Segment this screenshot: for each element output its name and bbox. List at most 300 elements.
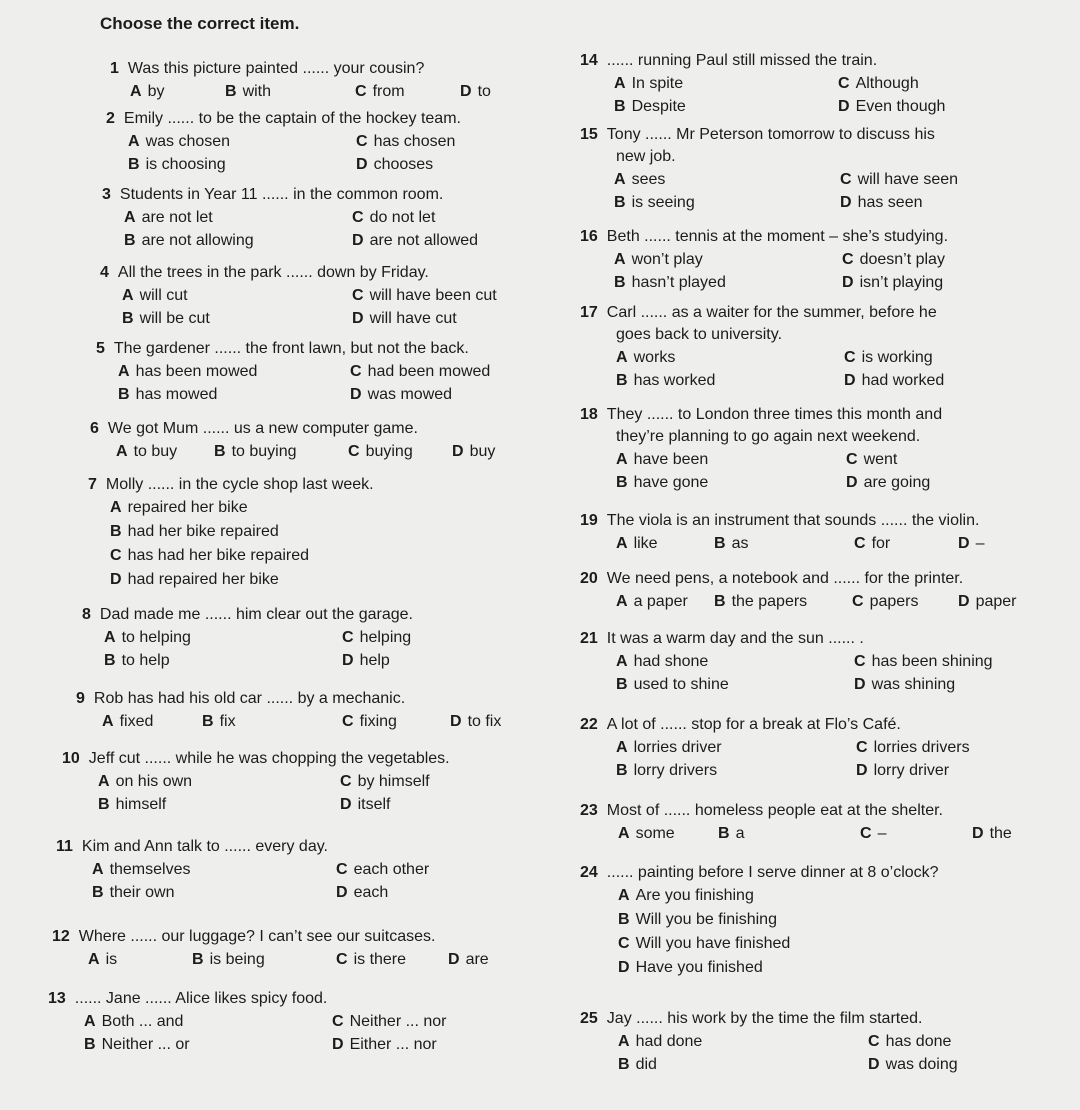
option-text: lorries driver xyxy=(633,739,722,756)
question-22 xyxy=(580,714,970,782)
option-a[interactable] xyxy=(616,736,722,759)
option-b[interactable] xyxy=(614,191,695,214)
option-text: has been shining xyxy=(871,653,993,670)
question-text: They ...... to London three times this month and xyxy=(606,406,943,423)
option-text: Will you be finishing xyxy=(635,911,777,928)
option-b[interactable] xyxy=(616,673,729,696)
option-letter: B xyxy=(104,652,116,669)
question-18 xyxy=(580,404,942,494)
answer-options xyxy=(88,496,374,592)
option-letter: A xyxy=(618,1033,630,1050)
question-number: 21 xyxy=(580,630,598,647)
question-stem xyxy=(56,836,328,858)
question-4 xyxy=(100,262,497,330)
option-b[interactable] xyxy=(616,759,717,782)
answer-options xyxy=(580,346,945,392)
option-c[interactable] xyxy=(846,448,897,471)
option-d[interactable] xyxy=(352,307,457,330)
option-letter: A xyxy=(102,713,114,730)
option-letter: A xyxy=(616,451,628,468)
option-b[interactable] xyxy=(202,710,236,733)
option-letter: A xyxy=(110,499,122,516)
option-letter: C xyxy=(860,825,872,842)
option-letter: A xyxy=(118,363,130,380)
option-d[interactable] xyxy=(450,710,501,733)
option-letter: D xyxy=(868,1056,880,1073)
option-letter: B xyxy=(202,713,214,730)
question-text: Most of ...... homeless people eat at the shelter. xyxy=(606,802,943,819)
option-letter: D xyxy=(618,959,630,976)
option-text: as xyxy=(731,535,749,552)
option-letter: B xyxy=(616,474,628,491)
option-d[interactable] xyxy=(844,369,944,392)
question-number: 20 xyxy=(580,570,598,587)
question-12 xyxy=(52,926,489,971)
option-c[interactable] xyxy=(852,590,918,613)
answer-options xyxy=(106,130,461,176)
option-b[interactable] xyxy=(214,440,297,463)
option-text: has had her bike repaired xyxy=(127,547,310,564)
question-stem xyxy=(110,58,424,80)
option-c[interactable] xyxy=(854,650,993,673)
option-letter: B xyxy=(110,523,122,540)
option-text: is working xyxy=(861,349,933,366)
answer-options xyxy=(580,884,939,980)
question-24 xyxy=(580,862,939,980)
option-text: help xyxy=(359,652,390,669)
question-text: Dad made me ...... him clear out the garage. xyxy=(99,606,413,623)
option-a[interactable] xyxy=(122,284,188,307)
option-a[interactable] xyxy=(616,448,708,471)
option-d[interactable] xyxy=(958,590,1016,613)
option-d[interactable] xyxy=(842,271,943,294)
option-letter: A xyxy=(618,887,630,904)
option-a[interactable] xyxy=(104,626,191,649)
option-text: has chosen xyxy=(373,133,456,150)
option-letter: D xyxy=(838,98,850,115)
question-stem xyxy=(580,302,937,324)
option-letter: C xyxy=(340,773,352,790)
option-a[interactable] xyxy=(618,1030,702,1053)
option-d[interactable] xyxy=(336,881,388,904)
question-13 xyxy=(48,988,447,1056)
option-letter: B xyxy=(128,156,140,173)
option-text: lorries drivers xyxy=(873,739,970,756)
question-stem xyxy=(580,404,942,426)
option-c[interactable] xyxy=(355,80,405,103)
option-c[interactable] xyxy=(342,710,397,733)
option-letter: A xyxy=(616,739,628,756)
option-text: for xyxy=(871,535,891,552)
question-number: 17 xyxy=(580,304,598,321)
option-a[interactable] xyxy=(92,858,190,881)
question-8 xyxy=(82,604,413,672)
question-6 xyxy=(90,418,496,463)
option-c[interactable] xyxy=(618,932,790,955)
question-text: ...... painting before I serve dinner at 8 o’clock? xyxy=(606,864,939,881)
option-b[interactable] xyxy=(614,271,726,294)
option-text: Have you finished xyxy=(635,959,763,976)
option-c[interactable] xyxy=(356,130,455,153)
option-text: works xyxy=(633,349,676,366)
option-c[interactable] xyxy=(340,770,430,793)
option-text: had been mowed xyxy=(367,363,491,380)
option-letter: C xyxy=(852,593,864,610)
question-stem xyxy=(580,1008,922,1030)
question-20 xyxy=(580,568,1017,613)
option-letter: A xyxy=(618,825,630,842)
option-b[interactable] xyxy=(714,590,807,613)
answer-options xyxy=(76,710,502,733)
answer-options xyxy=(90,440,496,463)
answer-options xyxy=(52,948,489,971)
option-letter: D xyxy=(352,232,364,249)
option-b[interactable] xyxy=(122,307,210,330)
option-d[interactable] xyxy=(838,95,945,118)
option-letter: D xyxy=(840,194,852,211)
option-c[interactable] xyxy=(352,206,435,229)
option-letter: A xyxy=(92,861,104,878)
option-text: In spite xyxy=(631,75,684,92)
option-text: is seeing xyxy=(631,194,695,211)
option-d[interactable] xyxy=(972,822,1012,845)
question-stem xyxy=(90,418,418,440)
exercise-title: Choose the correct item. xyxy=(100,14,300,33)
question-text-continued: they’re planning to go again next weekend. xyxy=(616,428,921,445)
question-stem xyxy=(580,124,935,146)
option-d[interactable] xyxy=(846,471,930,494)
option-a[interactable] xyxy=(614,72,683,95)
option-d[interactable] xyxy=(618,956,763,979)
option-letter: C xyxy=(854,535,866,552)
option-d[interactable] xyxy=(840,191,923,214)
option-text: will cut xyxy=(139,287,188,304)
question-text: Where ...... our luggage? I can’t see our suitcases. xyxy=(78,928,436,945)
option-letter: D xyxy=(356,156,368,173)
option-d[interactable] xyxy=(332,1033,437,1056)
option-letter: B xyxy=(614,194,626,211)
question-9 xyxy=(76,688,502,733)
option-b[interactable] xyxy=(616,471,708,494)
option-text: will have cut xyxy=(369,310,457,327)
option-c[interactable] xyxy=(336,858,429,881)
option-a[interactable] xyxy=(110,496,248,519)
option-text: paper xyxy=(975,593,1017,610)
option-text: Will you have finished xyxy=(635,935,791,952)
option-text: Either ... nor xyxy=(349,1036,437,1053)
option-letter: D xyxy=(972,825,984,842)
option-text: like xyxy=(633,535,658,552)
option-text: chooses xyxy=(373,156,434,173)
option-c[interactable] xyxy=(332,1010,447,1033)
option-b[interactable] xyxy=(614,95,686,118)
option-text: by himself xyxy=(357,773,430,790)
option-c[interactable] xyxy=(854,532,890,555)
option-letter: D xyxy=(460,83,472,100)
option-letter: B xyxy=(714,535,726,552)
answer-options xyxy=(100,284,497,330)
option-a[interactable] xyxy=(616,346,675,369)
option-text: their own xyxy=(109,884,175,901)
option-d[interactable] xyxy=(356,153,433,176)
option-text: each xyxy=(353,884,389,901)
option-d[interactable] xyxy=(856,759,949,782)
option-text: has worked xyxy=(633,372,716,389)
option-text: was shining xyxy=(871,676,956,693)
option-letter: A xyxy=(122,287,134,304)
question-stem xyxy=(52,926,435,948)
option-b[interactable] xyxy=(128,153,226,176)
option-text: fix xyxy=(219,713,236,730)
option-b[interactable] xyxy=(124,229,254,252)
option-c[interactable] xyxy=(110,544,309,567)
option-d[interactable] xyxy=(854,673,955,696)
option-b[interactable] xyxy=(616,369,715,392)
option-text: from xyxy=(372,83,405,100)
question-text: All the trees in the park ...... down by Friday. xyxy=(117,264,429,281)
question-text: The viola is an instrument that sounds ...... the violin. xyxy=(606,512,980,529)
option-letter: C xyxy=(350,363,362,380)
answer-options xyxy=(580,736,970,782)
option-text: Are you finishing xyxy=(635,887,754,904)
option-letter: C xyxy=(854,653,866,670)
option-c[interactable] xyxy=(840,168,958,191)
option-letter: D xyxy=(846,474,858,491)
option-a[interactable] xyxy=(614,168,665,191)
option-text: to fix xyxy=(467,713,502,730)
option-a[interactable] xyxy=(616,650,708,673)
option-c[interactable] xyxy=(352,284,497,307)
option-text: won’t play xyxy=(631,251,703,268)
question-text: Rob has had his old car ...... by a mechanic. xyxy=(93,690,406,707)
option-letter: C xyxy=(336,861,348,878)
option-text: isn’t playing xyxy=(859,274,944,291)
option-text: had worked xyxy=(861,372,945,389)
option-letter: B xyxy=(84,1036,96,1053)
option-b[interactable] xyxy=(84,1033,190,1056)
option-b[interactable] xyxy=(104,649,170,672)
option-letter: A xyxy=(88,951,100,968)
option-letter: B xyxy=(92,884,104,901)
option-letter: C xyxy=(342,629,354,646)
option-letter: A xyxy=(614,171,626,188)
question-number: 8 xyxy=(82,606,91,623)
option-letter: C xyxy=(838,75,850,92)
option-b[interactable] xyxy=(92,881,174,904)
question-number: 11 xyxy=(56,838,73,855)
question-1 xyxy=(110,58,491,103)
option-letter: B xyxy=(98,796,110,813)
option-c[interactable] xyxy=(350,360,490,383)
option-letter: B xyxy=(618,911,630,928)
option-letter: B xyxy=(618,1056,630,1073)
option-letter: A xyxy=(614,251,626,268)
option-a[interactable] xyxy=(124,206,213,229)
question-text: Jeff cut ...... while he was chopping the vegetables. xyxy=(88,750,450,767)
option-text: went xyxy=(863,451,898,468)
option-a[interactable] xyxy=(616,532,658,555)
question-number: 18 xyxy=(580,406,598,423)
option-letter: D xyxy=(352,310,364,327)
option-letter: C xyxy=(356,133,368,150)
option-d[interactable] xyxy=(460,80,491,103)
option-letter: D xyxy=(844,372,856,389)
option-text: – xyxy=(975,535,985,552)
question-text: We need pens, a notebook and ...... for the printer. xyxy=(606,570,964,587)
option-b[interactable] xyxy=(192,948,265,971)
option-text: had shone xyxy=(633,653,709,670)
option-text: is there xyxy=(353,951,407,968)
option-text: will have been cut xyxy=(369,287,497,304)
option-text: buy xyxy=(469,443,496,460)
option-letter: B xyxy=(616,762,628,779)
option-text: helping xyxy=(359,629,412,646)
answer-options xyxy=(48,1010,447,1056)
option-c[interactable] xyxy=(868,1030,951,1053)
question-number: 5 xyxy=(96,340,105,357)
option-c[interactable] xyxy=(342,626,411,649)
question-text: A lot of ...... stop for a break at Flo’s Café. xyxy=(606,716,901,733)
question-number: 1 xyxy=(110,60,119,77)
option-letter: D xyxy=(448,951,460,968)
option-b[interactable] xyxy=(110,520,279,543)
question-text: The gardener ...... the front lawn, but not the back. xyxy=(113,340,469,357)
option-a[interactable] xyxy=(88,948,117,971)
option-b[interactable] xyxy=(618,908,777,931)
option-c[interactable] xyxy=(336,948,406,971)
answer-options xyxy=(580,248,948,294)
question-stem xyxy=(580,800,943,822)
option-d[interactable] xyxy=(448,948,489,971)
question-25 xyxy=(580,1008,958,1076)
option-b[interactable] xyxy=(618,1053,657,1076)
option-a[interactable] xyxy=(614,248,703,271)
option-letter: D xyxy=(842,274,854,291)
option-text: do not let xyxy=(369,209,436,226)
option-a[interactable] xyxy=(102,710,153,733)
option-text: sees xyxy=(631,171,666,188)
question-stem xyxy=(100,262,429,284)
option-d[interactable] xyxy=(340,793,390,816)
option-a[interactable] xyxy=(118,360,257,383)
option-letter: C xyxy=(355,83,367,100)
option-letter: A xyxy=(616,535,628,552)
answer-options xyxy=(82,626,413,672)
option-c[interactable] xyxy=(844,346,933,369)
option-a[interactable] xyxy=(128,130,230,153)
option-letter: A xyxy=(614,75,626,92)
option-a[interactable] xyxy=(616,590,688,613)
option-d[interactable] xyxy=(868,1053,958,1076)
option-c[interactable] xyxy=(842,248,945,271)
question-19 xyxy=(580,510,985,555)
answer-options xyxy=(580,168,959,214)
option-b[interactable] xyxy=(225,80,271,103)
option-letter: B xyxy=(118,386,130,403)
option-letter: C xyxy=(844,349,856,366)
option-b[interactable] xyxy=(118,383,217,406)
option-d[interactable] xyxy=(452,440,495,463)
question-text: Beth ...... tennis at the moment – she’s studying. xyxy=(606,228,949,245)
option-a[interactable] xyxy=(98,770,192,793)
option-a[interactable] xyxy=(116,440,177,463)
option-text: a xyxy=(735,825,745,842)
question-text-continued: new job. xyxy=(616,148,676,165)
option-letter: B xyxy=(616,676,628,693)
question-number: 9 xyxy=(76,690,85,707)
option-text: will have seen xyxy=(857,171,959,188)
option-text: is choosing xyxy=(145,156,226,173)
option-letter: B xyxy=(714,593,726,610)
question-stem xyxy=(96,338,469,360)
option-letter: D xyxy=(336,884,348,901)
option-letter: C xyxy=(352,209,364,226)
option-text: had repaired her bike xyxy=(127,571,279,588)
option-a[interactable] xyxy=(84,1010,183,1033)
option-b[interactable] xyxy=(98,793,166,816)
option-c[interactable] xyxy=(348,440,413,463)
question-16 xyxy=(580,226,948,294)
option-text: was chosen xyxy=(145,133,231,150)
option-text: to help xyxy=(121,652,170,669)
option-text: himself xyxy=(115,796,167,813)
question-number: 3 xyxy=(102,186,111,203)
answer-options xyxy=(580,650,993,696)
option-c[interactable] xyxy=(838,72,919,95)
question-stem xyxy=(580,568,963,590)
option-letter: B xyxy=(718,825,730,842)
question-text: It was a warm day and the sun ...... . xyxy=(606,630,864,647)
option-text: itself xyxy=(357,796,391,813)
answer-options xyxy=(110,80,491,103)
option-d[interactable] xyxy=(352,229,478,252)
option-text: are xyxy=(465,951,489,968)
option-letter: C xyxy=(868,1033,880,1050)
option-a[interactable] xyxy=(130,80,164,103)
option-text: by xyxy=(147,83,165,100)
option-text: buying xyxy=(365,443,413,460)
answer-options xyxy=(580,448,942,494)
option-d[interactable] xyxy=(342,649,390,672)
option-letter: B xyxy=(214,443,226,460)
option-text: to xyxy=(477,83,491,100)
question-5 xyxy=(96,338,491,406)
option-d[interactable] xyxy=(350,383,452,406)
option-letter: A xyxy=(616,349,628,366)
option-text: to helping xyxy=(121,629,191,646)
question-stem xyxy=(580,226,948,248)
question-stem xyxy=(106,108,461,130)
option-d[interactable] xyxy=(110,568,279,591)
option-b[interactable] xyxy=(718,822,744,845)
option-letter: A xyxy=(128,133,140,150)
answer-options xyxy=(580,72,946,118)
option-letter: D xyxy=(110,571,122,588)
option-b[interactable] xyxy=(714,532,748,555)
option-d[interactable] xyxy=(958,532,984,555)
option-letter: A xyxy=(104,629,116,646)
option-text: to buying xyxy=(231,443,297,460)
question-text: Tony ...... Mr Peterson tomorrow to discuss his xyxy=(606,126,935,143)
option-a[interactable] xyxy=(618,822,675,845)
question-number: 15 xyxy=(580,126,598,143)
option-c[interactable] xyxy=(856,736,970,759)
question-stem xyxy=(102,184,443,206)
question-7 xyxy=(88,474,374,592)
option-a[interactable] xyxy=(618,884,754,907)
option-text: a paper xyxy=(633,593,688,610)
option-c[interactable] xyxy=(860,822,886,845)
